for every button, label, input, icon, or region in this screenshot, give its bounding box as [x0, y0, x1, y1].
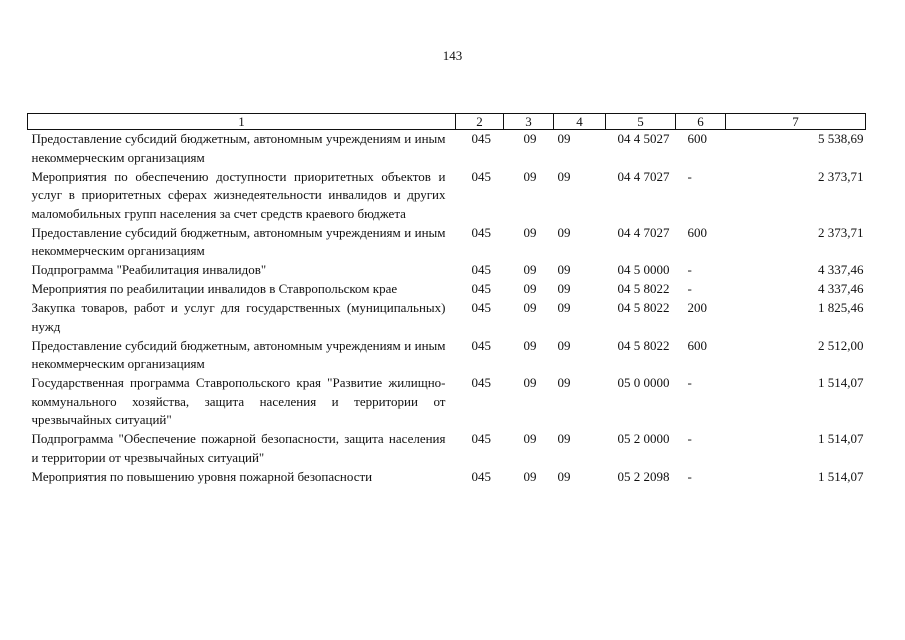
cell-amount: 4 337,46	[818, 281, 864, 296]
cell-target-article: 04 5 8022	[617, 281, 670, 296]
cell-target-article: 04 4 7027	[617, 168, 670, 184]
cell-expense-type: -	[687, 431, 692, 446]
cell-amount: 4 337,46	[818, 262, 864, 277]
cell-target-article: 04 4 7027	[617, 224, 670, 240]
cell-target-article: 04 4 5027	[617, 131, 670, 146]
row-description: Закупка товаров, работ и услуг для государственных (муниципальных) нужд	[31, 300, 446, 334]
cell-ministry-code: 045	[471, 131, 491, 146]
cell-ministry-code: 045	[471, 262, 491, 277]
table-header-row	[28, 114, 866, 130]
table-row	[28, 261, 866, 280]
cell-expense-type: -	[687, 375, 692, 390]
table-row	[28, 130, 866, 168]
cell-expense-type: 600	[687, 131, 707, 146]
budget-table	[27, 113, 866, 487]
row-description: Государственная программа Ставропольского края "Развитие жилищно-коммунального хозяйства, защита населения и территории от чрезвычайных ситуаций"	[31, 375, 446, 427]
cell-section-code: 09	[523, 468, 537, 484]
cell-subsection-code: 09	[557, 281, 571, 296]
cell-target-article: 05 0 0000	[617, 375, 670, 390]
row-description: Мероприятия по реабилитации инвалидов в Ставропольском крае	[31, 281, 398, 296]
cell-subsection-code: 09	[557, 262, 571, 277]
cell-section-code: 09	[523, 224, 537, 240]
cell-subsection-code: 09	[557, 375, 571, 390]
cell-subsection-code: 09	[557, 431, 571, 446]
table-row	[28, 468, 866, 487]
cell-section-code: 09	[523, 262, 537, 277]
cell-ministry-code: 045	[471, 281, 491, 296]
table-row	[28, 168, 866, 224]
cell-expense-type: 600	[687, 224, 707, 240]
cell-target-article: 04 5 8022	[617, 337, 670, 353]
cell-amount: 2 512,00	[818, 337, 864, 353]
cell-target-article: 05 2 0000	[617, 431, 670, 446]
cell-expense-type: -	[687, 168, 692, 184]
column-header-6: 6	[676, 114, 726, 130]
cell-section-code: 09	[523, 431, 537, 446]
row-description: Подпрограмма "Обеспечение пожарной безопасности, защита населения и территории от чрезвычайных ситуаций"	[31, 431, 446, 465]
cell-expense-type: -	[687, 468, 692, 484]
cell-subsection-code: 09	[557, 468, 571, 484]
cell-ministry-code: 045	[471, 431, 491, 446]
table-row	[28, 374, 866, 430]
cell-amount: 2 373,71	[818, 224, 864, 240]
cell-amount: 1 825,46	[818, 300, 864, 315]
cell-section-code: 09	[523, 375, 537, 390]
cell-amount: 1 514,07	[818, 468, 864, 484]
column-header-2: 2	[456, 114, 504, 130]
cell-target-article: 04 5 8022	[617, 300, 670, 315]
cell-section-code: 09	[523, 168, 537, 184]
column-header-1: 1	[28, 114, 456, 130]
cell-amount: 5 538,69	[818, 131, 864, 146]
row-description: Мероприятия по повышению уровня пожарной безопасности	[31, 468, 373, 484]
cell-expense-type: 200	[687, 300, 707, 315]
cell-expense-type: -	[687, 281, 692, 296]
cell-amount: 1 514,07	[818, 375, 864, 390]
row-description: Предоставление субсидий бюджетным, автономным учреждениям и иным некоммерческим организациям	[31, 131, 446, 165]
row-description: Подпрограмма "Реабилитация инвалидов"	[31, 262, 267, 277]
cell-ministry-code: 045	[471, 375, 491, 390]
table-row	[28, 337, 866, 375]
cell-amount: 2 373,71	[818, 168, 864, 184]
cell-subsection-code: 09	[557, 224, 571, 240]
table-row	[28, 280, 866, 299]
cell-expense-type: -	[687, 262, 692, 277]
cell-subsection-code: 09	[557, 300, 571, 315]
cell-subsection-code: 09	[557, 337, 571, 353]
cell-section-code: 09	[523, 281, 537, 296]
row-description: Предоставление субсидий бюджетным, автономным учреждениям и иным некоммерческим организациям	[31, 337, 446, 371]
cell-amount: 1 514,07	[818, 431, 864, 446]
cell-section-code: 09	[523, 131, 537, 146]
column-header-7: 7	[726, 114, 866, 130]
cell-expense-type: 600	[687, 337, 707, 353]
row-description: Мероприятия по обеспечению доступности приоритетных объектов и услуг в приоритетных сферах жизнедеятельности инвалидов и других маломобильных групп населения за счет средств краевого бюджета	[31, 168, 446, 221]
table-row	[28, 430, 866, 468]
cell-section-code: 09	[523, 337, 537, 353]
cell-subsection-code: 09	[557, 131, 571, 146]
table-row	[28, 224, 866, 262]
column-header-5: 5	[606, 114, 676, 130]
cell-ministry-code: 045	[471, 300, 491, 315]
cell-subsection-code: 09	[557, 168, 571, 184]
column-header-4: 4	[554, 114, 606, 130]
cell-section-code: 09	[523, 300, 537, 315]
cell-ministry-code: 045	[471, 468, 491, 484]
cell-ministry-code: 045	[471, 224, 491, 240]
cell-target-article: 04 5 0000	[617, 262, 670, 277]
table-row	[28, 299, 866, 337]
cell-target-article: 05 2 2098	[617, 468, 670, 484]
cell-ministry-code: 045	[471, 337, 491, 353]
column-header-3: 3	[504, 114, 554, 130]
row-description: Предоставление субсидий бюджетным, автономным учреждениям и иным некоммерческим организациям	[31, 224, 446, 258]
page-number: 143	[442, 48, 463, 63]
cell-ministry-code: 045	[471, 168, 491, 184]
